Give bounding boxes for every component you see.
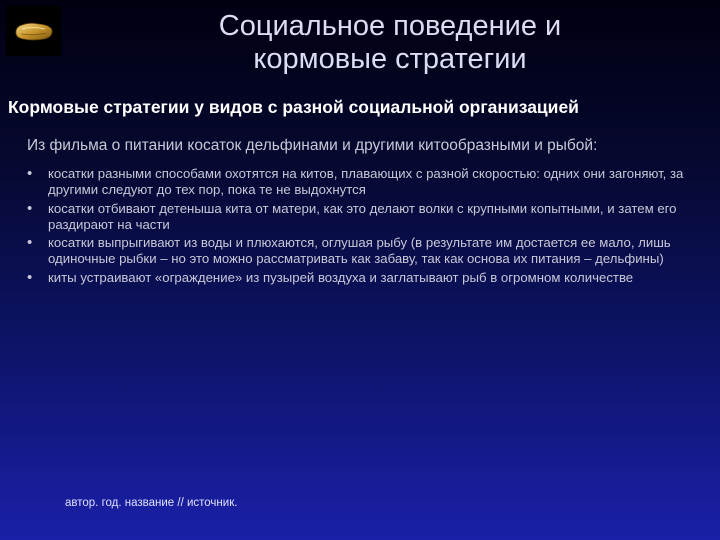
bullet-dot-icon: • <box>27 268 33 286</box>
slide-title-line-1: Социальное поведение и <box>218 10 562 42</box>
bullet-dot-icon: • <box>27 199 33 217</box>
logo <box>6 6 61 56</box>
bullet-item <box>27 270 707 286</box>
bullet-item <box>27 166 707 199</box>
bullet-list <box>27 166 707 288</box>
bullet-dot-icon: • <box>27 165 33 182</box>
slide-title <box>130 10 650 76</box>
slide-title-line-2: кормовые стратегии <box>253 43 527 75</box>
bullet-dot-icon: • <box>27 234 33 252</box>
bullet-text: косатки отбивают детеныша кита от матери, как это делают волки с крупными копытными, и затем его раздирают на части <box>48 200 677 232</box>
bullet-item <box>27 235 707 268</box>
gold-bar-logo-icon <box>12 17 56 45</box>
bullet-text: киты устраивают «ограждение» из пузырей воздуха и заглатывают рыб в огромном количестве <box>48 269 634 285</box>
bullet-text: косатки выпрыгивают из воды и плюхаются, оглушая рыбу (в результате им достается ее мало, лишь одиночные рыбки – но это можно рассматривать как забаву, так как основа их питания – дельфины) <box>48 235 671 267</box>
bullet-item <box>27 201 707 234</box>
source-citation: автор. год. название // источник. <box>65 497 238 509</box>
slide-subtitle: Кормовые стратегии у видов с разной социальной организацией <box>8 97 579 117</box>
intro-text: Из фильма о питании косаток дельфинами и другими китообразными и рыбой: <box>27 137 598 154</box>
bullet-text: косатки разными способами охотятся на китов, плавающих с разной скоростью: одних они загоняют, за другими следуют до тех пор, пока те не выдохнутся <box>48 166 684 198</box>
